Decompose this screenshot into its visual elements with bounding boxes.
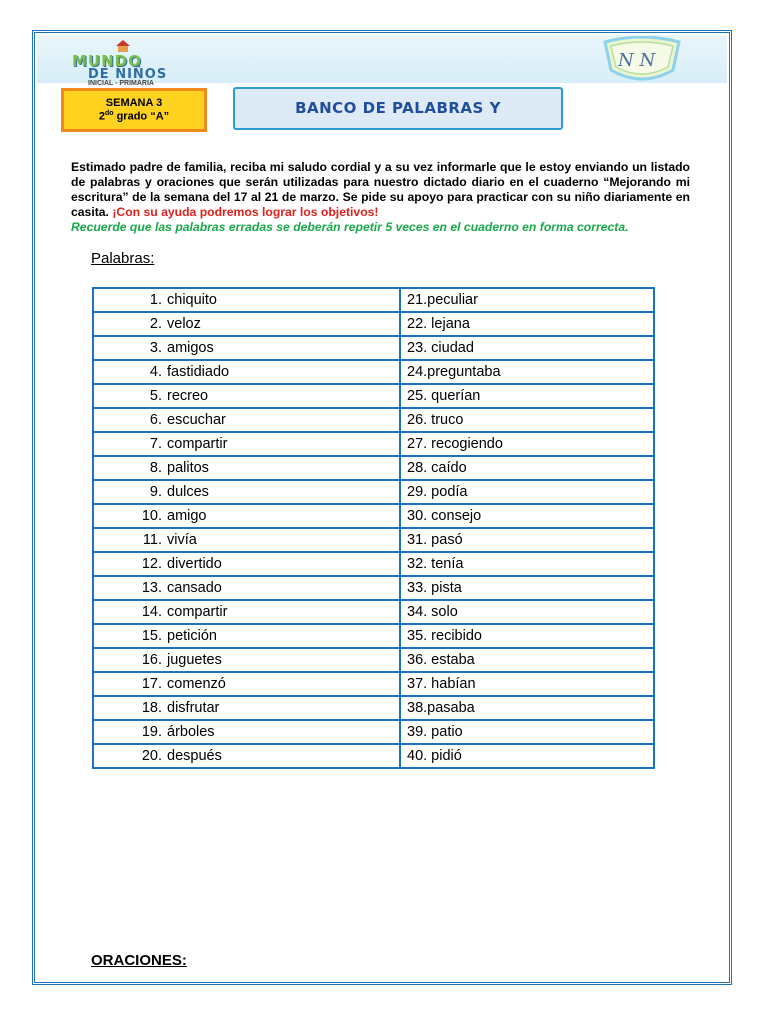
word-number: 19. (141, 724, 162, 740)
word-cell-right: 27. recogiendo (400, 432, 654, 456)
table-row (93, 720, 654, 744)
table-row (93, 312, 654, 336)
word-text: amigos (167, 340, 214, 356)
table-row (93, 336, 654, 360)
word-cell-right: 21.peculiar (400, 288, 654, 312)
word-number: 9. (149, 484, 162, 500)
word-number: 11. (142, 532, 162, 548)
word-text: amigo (167, 508, 207, 524)
word-cell-right: 24.preguntaba (400, 360, 654, 384)
word-number: 1. (149, 292, 162, 308)
table-row (93, 360, 654, 384)
table-row (93, 552, 654, 576)
word-cell-right: 23. ciudad (400, 336, 654, 360)
semana-label: SEMANA 3 (105, 97, 163, 109)
table-row (93, 648, 654, 672)
word-number: 7. (149, 436, 162, 452)
word-cell-left (93, 672, 400, 696)
table-row (93, 696, 654, 720)
word-text: veloz (167, 316, 201, 332)
word-cell-left (93, 504, 400, 528)
reminder-text: Recuerde que las palabras erradas se deberán repetir 5 veces en el cuaderno en forma correcta. (71, 220, 629, 234)
word-cell-left (93, 360, 400, 384)
semana-badge (61, 88, 207, 132)
word-number: 12. (141, 556, 162, 572)
logo-text-ninos: DE NIÑOS (88, 67, 168, 82)
word-cell-left (93, 696, 400, 720)
palabras-heading: Palabras: (91, 250, 155, 267)
page-title: BANCO DE PALABRAS Y (295, 99, 501, 117)
word-number: 16. (141, 652, 162, 668)
logo-text-mundo: MUNDO (72, 52, 142, 70)
word-text: vivía (167, 532, 197, 548)
intro-text: Estimado padre de familia, reciba mi saludo cordial y a su vez informarle que le estoy enviando un listado de palabras y oraciones que serán utilizadas para nuestro dictado diario en el cuaderno “Mejorando mi escritura” de la semana del 17 al 21 de marzo. Se pide su apoyo para practicar con su niño diariamente en casita. (71, 160, 690, 219)
word-cell-right: 32. tenía (400, 552, 654, 576)
table-row (93, 408, 654, 432)
word-number: 3. (149, 340, 162, 356)
word-cell-left (93, 600, 400, 624)
word-text: árboles (167, 724, 215, 740)
word-number: 4. (149, 364, 162, 380)
table-row (93, 456, 654, 480)
word-number: 14. (141, 604, 162, 620)
intro-paragraph (71, 160, 690, 220)
word-cell-right: 36. estaba (400, 648, 654, 672)
table-row (93, 576, 654, 600)
word-text: compartir (167, 604, 228, 620)
word-number: 10. (141, 508, 162, 524)
word-cell-right: 33. pista (400, 576, 654, 600)
word-text: juguetes (167, 652, 222, 668)
table-row (93, 288, 654, 312)
word-text: petición (167, 628, 217, 644)
word-cell-left (93, 384, 400, 408)
word-text: dulces (167, 484, 209, 500)
word-number: 13. (141, 580, 162, 596)
table-row (93, 504, 654, 528)
crest-initials: N N (618, 50, 656, 71)
word-cell-right: 40. pidió (400, 744, 654, 768)
word-text: escuchar (167, 412, 226, 428)
intro-red-text: ¡Con su ayuda podremos lograr los objetivos! (112, 205, 379, 219)
table-row (93, 384, 654, 408)
word-number: 2. (149, 316, 162, 332)
word-cell-left (93, 744, 400, 768)
table-row (93, 480, 654, 504)
word-cell-right: 26. truco (400, 408, 654, 432)
table-row (93, 624, 654, 648)
word-cell-left (93, 552, 400, 576)
word-cell-right: 38.pasaba (400, 696, 654, 720)
word-cell-left (93, 312, 400, 336)
word-text: después (167, 748, 222, 764)
word-number: 17. (141, 676, 162, 692)
word-text: chiquito (167, 292, 217, 308)
table-row (93, 672, 654, 696)
word-text: fastidiado (167, 364, 230, 380)
word-text: palitos (167, 460, 209, 476)
word-cell-left (93, 528, 400, 552)
word-text: disfrutar (167, 700, 220, 716)
word-cell-right: 25. querían (400, 384, 654, 408)
word-cell-right: 37. habían (400, 672, 654, 696)
oraciones-heading: ORACIONES: (91, 952, 187, 969)
word-cell-right: 35. recibido (400, 624, 654, 648)
table-row (93, 432, 654, 456)
word-cell-right: 28. caído (400, 456, 654, 480)
word-cell-left (93, 288, 400, 312)
table-row (93, 600, 654, 624)
word-text: divertido (167, 556, 222, 572)
word-cell-right: 22. lejana (400, 312, 654, 336)
house-icon (116, 40, 130, 52)
table-row (93, 528, 654, 552)
word-cell-left (93, 576, 400, 600)
word-text: comenzó (167, 676, 226, 692)
word-cell-left (93, 624, 400, 648)
word-cell-right: 30. consejo (400, 504, 654, 528)
word-cell-right: 39. patio (400, 720, 654, 744)
word-number: 5. (149, 388, 162, 404)
word-number: 20. (141, 748, 162, 764)
word-number: 8. (149, 460, 162, 476)
school-logo (66, 40, 236, 87)
word-text: cansado (167, 580, 222, 596)
word-cell-left (93, 480, 400, 504)
word-cell-left (93, 432, 400, 456)
word-number: 15. (141, 628, 162, 644)
word-number: 6. (149, 412, 162, 428)
word-number: 18. (141, 700, 162, 716)
title-box (233, 87, 563, 130)
grado-label: $2^{do}$ grado “A” (98, 110, 170, 123)
logo-text-nivel: INICIAL - PRIMARIA (88, 80, 154, 87)
word-text: recreo (167, 388, 209, 404)
word-text: compartir (167, 436, 228, 452)
word-cell-right: 31. pasó (400, 528, 654, 552)
word-cell-right: 29. podía (400, 480, 654, 504)
word-cell-left (93, 720, 400, 744)
table-row (93, 744, 654, 768)
word-cell-right: 34. solo (400, 600, 654, 624)
word-cell-left (93, 408, 400, 432)
words-table (92, 287, 655, 769)
word-cell-left (93, 336, 400, 360)
word-cell-left (93, 648, 400, 672)
word-cell-left (93, 456, 400, 480)
